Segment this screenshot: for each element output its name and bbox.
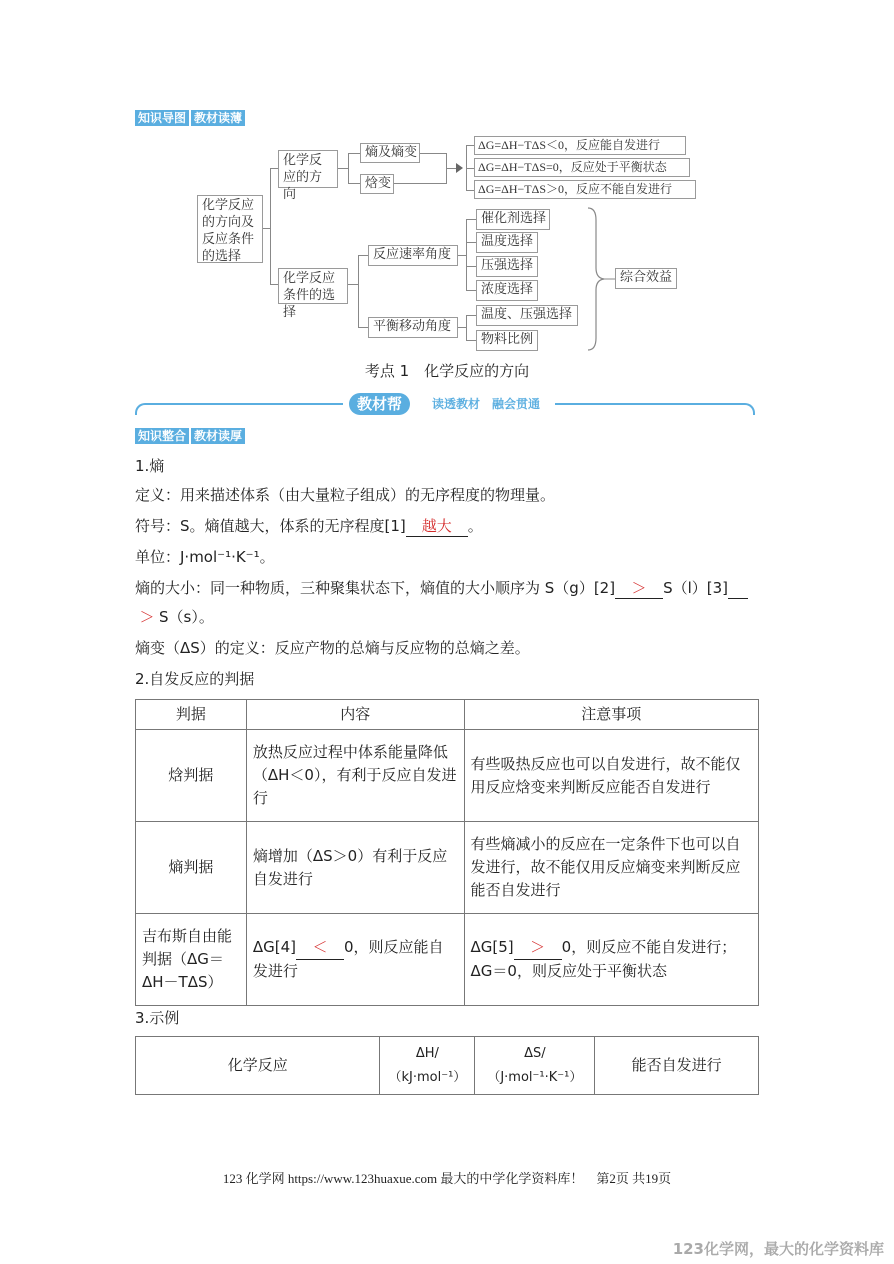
column-header: ΔS/ （J·mol⁻¹·K⁻¹） <box>475 1037 595 1095</box>
table-row <box>136 730 759 822</box>
connector <box>348 153 349 183</box>
entropy-symbol: 符号：S。熵值越大，体系的无序程度[1] 越大 。 <box>135 517 483 535</box>
connector <box>466 145 474 146</box>
rate-node: 反应速率角度 <box>368 245 458 266</box>
entropy-unit: 单位：J·mol⁻¹·K⁻¹。 <box>135 548 275 566</box>
equilibrium-node: 平衡移动角度 <box>368 317 458 338</box>
connector <box>262 228 270 229</box>
entropy-heading: 1.熵 <box>135 457 165 475</box>
criterion-note: 有些吸热反应也可以自发进行，故不能仅用反应焓变来判断反应能否自发进行 <box>464 730 758 822</box>
gibbs-positive-node: ΔG=ΔH−TΔS＞0，反应不能自发进行 <box>474 180 696 199</box>
brace-icon <box>586 206 616 352</box>
temp-pressure-node: 温度、压强选择 <box>476 305 578 326</box>
root-node: 化学反应的方向及反应条件的选择 <box>197 195 263 263</box>
direction-node: 化学反应的方向 <box>278 150 338 188</box>
column-header: 能否自发进行 <box>595 1037 759 1095</box>
connector <box>348 153 360 154</box>
concentration-node: 浓度选择 <box>476 280 538 301</box>
connector <box>466 168 474 169</box>
entropy-change-node: 熵及熵变 <box>360 143 420 163</box>
page-footer: 123 化学网 https://www.123huaxue.com 最大的中学化学资料库！ 第2页 共19页 <box>222 1171 672 1186</box>
column-header: ΔH/ （kJ·mol⁻¹） <box>380 1037 475 1095</box>
answer-blank-2: ＞ <box>615 578 663 599</box>
connector <box>466 315 467 340</box>
answer-blank-3: ＞ <box>139 608 155 626</box>
connector <box>348 284 358 285</box>
column-header: 内容 <box>246 700 464 730</box>
gibbs-negative-node: ΔG=ΔH−TΔS＜0，反应能自发进行 <box>474 136 686 155</box>
answer-blank-1: 越大 <box>406 516 468 537</box>
connector <box>466 219 476 220</box>
connector <box>466 315 476 316</box>
tag-label: 知识整合 <box>135 428 189 444</box>
connector <box>270 168 271 284</box>
entropy-size: 熵的大小：同一种物质，三种聚集状态下，熵值的大小顺序为 S（g）[2] ＞ S（l）[3] <box>135 578 748 599</box>
criteria-heading: 2.自发反应的判据 <box>135 670 255 688</box>
benefit-node: 综合效益 <box>615 268 677 289</box>
banner-sub: 读透教材 融会贯通 <box>432 397 541 411</box>
connector <box>458 327 466 328</box>
connector <box>358 327 368 328</box>
connector <box>338 168 348 169</box>
criterion-name: 熵判据 <box>136 822 247 914</box>
criterion-content: 放热反应过程中体系能量降低（ΔH＜0），有利于反应自发进行 <box>246 730 464 822</box>
temperature-node: 温度选择 <box>476 232 538 253</box>
example-table <box>135 1036 759 1095</box>
criteria-table <box>135 699 759 1006</box>
pressure-node: 压强选择 <box>476 256 538 277</box>
connector <box>466 290 476 291</box>
table-header-row <box>136 700 759 730</box>
connector <box>348 183 360 184</box>
banner-main: 教材帮 <box>349 393 410 415</box>
connector <box>394 183 446 184</box>
entropy-change-def: 熵变（ΔS）的定义：反应产物的总熵与反应物的总熵之差。 <box>135 639 530 657</box>
column-header: 注意事项 <box>464 700 758 730</box>
connector <box>466 242 476 243</box>
tag-label: 教材读厚 <box>191 428 245 444</box>
enthalpy-change-node: 焓变 <box>360 174 394 194</box>
connector <box>466 266 476 267</box>
connector <box>270 284 278 285</box>
connector <box>458 255 466 256</box>
table-row <box>136 822 759 914</box>
connector <box>420 153 446 154</box>
table-header-row <box>136 1037 759 1095</box>
column-header: 化学反应 <box>136 1037 380 1095</box>
column-header: 判据 <box>136 700 247 730</box>
connector <box>466 219 467 291</box>
example-heading: 3.示例 <box>135 1009 180 1027</box>
criterion-name: 焓判据 <box>136 730 247 822</box>
ratio-node: 物料比例 <box>476 330 538 351</box>
answer-blank-4: ＜ <box>296 936 344 960</box>
watermark: 123化学网，最大的化学资料库 <box>672 1240 884 1258</box>
tag-label: 知识导图 <box>135 110 189 126</box>
knowledge-integrate-tag <box>135 428 245 444</box>
criterion-name: 吉布斯自由能判据（ΔG＝ΔH－TΔS） <box>136 914 247 1006</box>
tag-label: 教材读薄 <box>191 110 245 126</box>
condition-node: 化学反应条件的选择 <box>278 268 348 304</box>
connector <box>466 340 476 341</box>
criterion-note: ΔG[5] ＞ 0，则反应不能自发进行；ΔG＝0，则反应处于平衡状态 <box>464 914 758 1006</box>
entropy-size-cont: ＞ S（s）。 <box>135 607 214 627</box>
criterion-note: 有些熵减小的反应在一定条件下也可以自发进行，故不能仅用反应熵变来判断反应能否自发进行 <box>464 822 758 914</box>
catalyst-node: 催化剂选择 <box>476 209 550 230</box>
connector <box>270 168 278 169</box>
answer-blank-5: ＞ <box>514 936 562 960</box>
section-title: 考点 1 化学反应的方向 <box>364 362 530 380</box>
criterion-content: ΔG[4] ＜ 0，则反应能自发进行 <box>246 914 464 1006</box>
table-row <box>136 914 759 1006</box>
connector <box>358 255 368 256</box>
knowledge-map-tag <box>135 110 245 126</box>
entropy-definition: 定义：用来描述体系（由大量粒子组成）的无序程度的物理量。 <box>135 486 556 504</box>
connector <box>358 255 359 327</box>
connector <box>466 190 474 191</box>
gibbs-zero-node: ΔG=ΔH−TΔS=0，反应处于平衡状态 <box>474 158 690 177</box>
criterion-content: 熵增加（ΔS＞0）有利于反应自发进行 <box>246 822 464 914</box>
arrow-right-icon <box>456 163 463 173</box>
